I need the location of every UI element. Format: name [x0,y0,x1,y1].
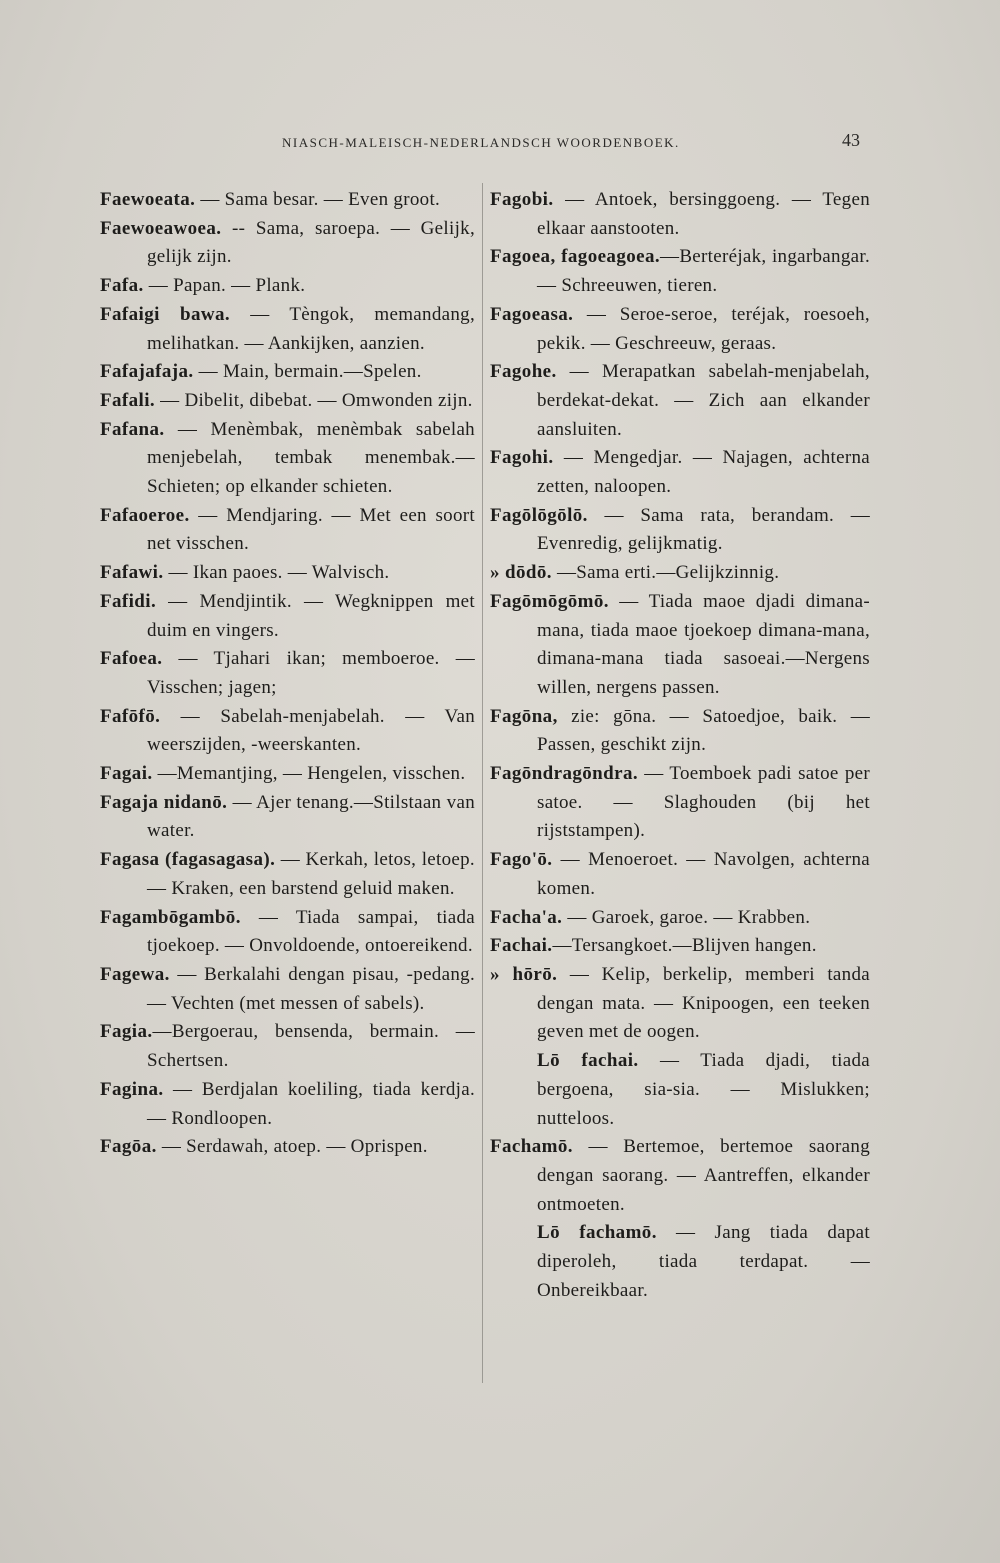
entry-definition: — Jang tiada dapat diperoleh, tiada terdapat. — Onbereikbaar. [537,1222,870,1301]
entry-headword: Fafōfō. [100,705,161,727]
entry-definition: — Bertemoe, bertemoe saorang dengan saorang. — Aantreffen, elkander ontmoeten. [537,1136,870,1215]
entry-headword: Fagōndragōndra. [490,763,638,785]
entry-definition: — Antoek, bersinggoeng. — Tegen elkaar aanstooten. [537,189,870,239]
dictionary-entry [100,789,475,846]
entry-headword: Fagoea, fagoeagoea. [490,246,661,268]
dictionary-entry [100,502,475,559]
entry-definition: —Berteréjak, ingarbangar. — Schreeuwen, tieren. [537,246,870,297]
dictionary-entry [490,444,870,501]
dictionary-entry [490,1047,870,1133]
dictionary-entry [100,358,475,387]
dictionary-entry [490,1133,870,1219]
entry-definition: — Ikan paoes. — Walvisch. [163,562,390,584]
entry-definition: — Kerkah, letos, letoep. — Kraken, een barstend geluid maken. [147,849,475,899]
dictionary-entry [100,961,475,1018]
entry-headword: Fagohe. [490,361,557,383]
dictionary-entry [490,559,870,588]
entry-headword: Fagai. [100,763,153,785]
dictionary-entry [100,272,475,301]
dictionary-entry [490,358,870,444]
entry-headword: Fagōna, [490,705,558,727]
dictionary-entry [100,301,475,358]
dictionary-entry [490,186,870,243]
entry-headword: Fafa. [100,275,144,297]
dictionary-entry [100,387,475,416]
entry-definition: — Berkalahi dengan pisau, -pedang. — Vechten (met messen of sabels). [147,963,475,1014]
dictionary-entry [100,588,475,645]
entry-headword: Fagohi. [490,447,554,469]
dictionary-entry [490,961,870,1047]
entry-headword: Faewoeata. [100,189,196,210]
entry-headword: Fafidi. [100,590,157,612]
entry-headword: Fagewa. [100,963,170,985]
entry-definition: — Menoeroet. — Navolgen, achterna komen. [537,849,870,899]
entry-headword: Fagia. [100,1021,153,1043]
dictionary-entry [100,215,475,272]
running-title: NIASCH-MALEISCH-NEDERLANDSCH WOORDENBOEK. [282,135,680,150]
entry-definition: — Sama besar. — Even groot. [195,189,441,210]
entry-headword: Fafawi. [100,562,164,584]
dictionary-entry [490,932,870,961]
entry-definition: -- Sama, saroepa. — Gelijk, gelijk zijn. [147,217,475,268]
right-column [490,186,870,1305]
entry-definition: — Sama rata, berandam. — Evenredig, gelijkmatig. [537,504,870,555]
entry-headword: Fafoea. [100,648,163,670]
entry-headword: Fafana. [100,418,165,440]
entry-definition: — Papan. — Plank. [143,275,306,297]
entry-definition: — Garoek, garoe. — Krabben. [562,906,811,928]
entry-definition: — Serdawah, atoep. — Oprispen. [156,1136,428,1158]
entry-headword: Fagasa (fagasagasa). [100,849,276,871]
entry-headword: Fachamō. [490,1136,573,1158]
entry-definition: — Dibelit, dibebat. — Omwonden zijn. [155,389,473,411]
left-column [100,186,475,1162]
entry-definition: — Tjahari ikan; memboeroe. — Visschen; jagen; [147,648,475,698]
entry-headword: Fagōa. [100,1136,157,1158]
dictionary-entry [490,703,870,760]
dictionary-entry [490,588,870,703]
entry-headword: Fagoeasa. [490,303,574,325]
entry-definition: —Sama erti.—Gelijkzinnig. [551,562,780,584]
entry-headword: Lō fachai. [537,1050,639,1072]
entry-definition: — Seroe-seroe, teréjak, roesoeh, pekik. — Geschreeuw, geraas. [537,303,870,354]
dictionary-entry [490,760,870,846]
entry-headword: Fachai. [490,935,553,957]
entry-definition: zie: gōna. — Satoedjoe, baik. — Passen, geschikt zijn. [537,705,870,756]
dictionary-entry [100,186,475,215]
dictionary-entry [100,1018,475,1075]
dictionary-entry [100,559,475,588]
entry-headword: Fagina. [100,1078,164,1100]
dictionary-entry [490,243,870,300]
entry-definition: — Ajer tenang.—Stilstaan van water. [147,791,476,842]
entry-definition: —Bergoerau, bensenda, bermain. — Schertsen. [147,1021,475,1072]
entry-definition: — Tèngok, memandang, melihatkan. — Aankijken, aanzien. [147,303,476,354]
column-divider [482,183,483,1383]
entry-definition: — Tiada maoe djadi dimana-mana, tiada maoe tjoekoep dimana-mana, dimana-mana tiada sasoeai.—Nergens willen, nergens passen. [537,590,870,698]
dictionary-entry [490,1219,870,1305]
dictionary-entry [100,416,475,502]
entry-headword: Fagambōgambō. [100,906,241,928]
entry-definition: — Mengedjar. — Najagen, achterna zetten, naloopen. [537,447,870,498]
dictionary-entry [100,645,475,702]
entry-headword: Fago'ō. [490,849,553,871]
dictionary-entry [490,301,870,358]
entry-definition: — Berdjalan koeliling, tiada kerdja. — Rondloopen. [147,1078,475,1129]
entry-definition: — Tiada sampai, tiada tjoekoep. — Onvoldoende, ontoereikend. [147,906,475,957]
entry-headword: » dōdō. [490,562,552,584]
dictionary-entry [100,846,475,903]
entry-headword: » hōrō. [490,963,558,985]
entry-headword: Fafaigi bawa. [100,303,231,325]
dictionary-entry [490,904,870,933]
entry-headword: Fagōlōgōlō. [490,504,588,526]
entry-definition: — Main, bermain.—Spelen. [193,361,422,383]
entry-headword: Facha'a. [490,906,563,928]
dictionary-entry [490,846,870,903]
entry-headword: Lō fachamō. [537,1222,657,1244]
entry-definition: — Mendjintik. — Wegknippen met duim en vingers. [147,590,475,641]
page-number: 43 [842,130,860,150]
entry-definition: — Tiada djadi, tiada bergoena, sia-sia. — Mislukken; nutteloos. [537,1050,870,1129]
dictionary-entry [100,703,475,760]
entry-definition: — Sabelah-menjabelah. — Van weerszijden, -weerskanten. [147,705,475,756]
entry-definition: — Menèmbak, menèmbak sabelah menjebelah, tembak menembak.— Schieten; op elkander schieten. [147,418,475,498]
dictionary-entry [100,1076,475,1133]
entry-headword: Fagobi. [490,189,554,210]
entry-definition: —Memantjing, — Hengelen, visschen. [152,763,466,785]
dictionary-entry [100,904,475,961]
entry-definition: — Merapatkan sabelah-menjabelah, berdekat-dekat. — Zich aan elkander aansluiten. [537,361,870,440]
dictionary-entry [100,1133,475,1162]
entry-headword: Fagaja nidanō. [100,791,228,813]
entry-definition: — Mendjaring. — Met een soort net visschen. [147,504,475,555]
entry-headword: Faewoeawoea. [100,217,222,239]
entry-definition: — Toemboek padi satoe per satoe. — Slaghouden (bij het rijststampen). [537,763,870,842]
entry-definition: — Kelip, berkelip, memberi tanda dengan mata. — Knipoogen, een teeken geven met de oogen. [537,963,870,1043]
entry-headword: Fafali. [100,389,156,411]
entry-definition: —Tersangkoet.—Blijven hangen. [552,935,817,957]
dictionary-entry [490,502,870,559]
entry-headword: Fafajafaja. [100,361,194,383]
entry-headword: Fagōmōgōmō. [490,590,609,612]
entry-headword: Fafaoeroe. [100,504,190,526]
dictionary-entry [100,760,475,789]
